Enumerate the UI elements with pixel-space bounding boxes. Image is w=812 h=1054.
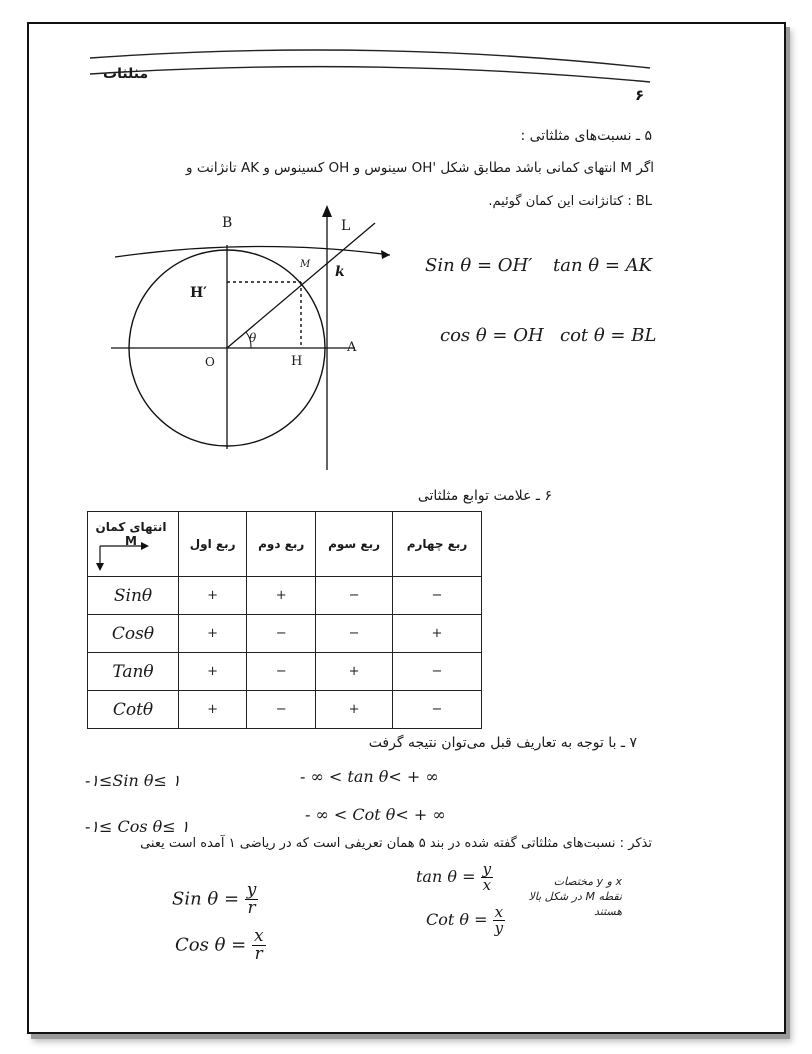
note-tan-formula <box>416 862 493 893</box>
table-row <box>88 653 482 691</box>
sign-cell: + <box>316 653 393 691</box>
func-sin: Sinθ <box>88 577 179 615</box>
sign-cell: + <box>179 577 247 615</box>
sign-cell: − <box>316 577 393 615</box>
func-cos: Cosθ <box>88 615 179 653</box>
ineq-cot: - ∞ < Cot θ< + ∞ <box>305 805 446 824</box>
ineq-cos: -۱≤ Cos θ≤ ۱ <box>85 817 190 836</box>
section5-line2: اگر M انتهای کمانی باشد مطابق شکل 'OH سینوس و OH کسینوس و AK تانژانت و <box>186 160 654 176</box>
section5-line3: BL : کتانژانت این کمان گوئیم. <box>488 194 652 209</box>
table-row <box>88 691 482 729</box>
label-theta: θ <box>249 331 257 345</box>
page-number: ۶ <box>635 86 645 104</box>
section5-title: ۵ ـ نسبت‌های مثلثاتی : <box>520 128 652 144</box>
label-H: H <box>291 354 303 369</box>
label-k: k <box>335 264 345 280</box>
formula-cos: cos θ = OH <box>440 325 544 346</box>
col-q4: ربع چهارم <box>392 512 481 577</box>
section6-title: ۶ ـ علامت توابع مثلثاتی <box>417 488 552 504</box>
corner-label: انتهای کمان M <box>95 520 167 548</box>
label-B: B <box>222 215 233 231</box>
note-sin-num: y <box>246 880 257 900</box>
formula-tan: tan θ = AK <box>553 255 653 276</box>
sign-table <box>87 511 482 729</box>
handwritten-note <box>528 875 622 920</box>
handwritten-line: x و y مختصات <box>553 875 622 888</box>
label-M: M <box>300 259 311 270</box>
note-cos-num: x <box>253 926 264 946</box>
note-cos-frac <box>252 928 266 963</box>
sign-cell: + <box>392 615 481 653</box>
func-cot: Cotθ <box>88 691 179 729</box>
sign-table-header <box>88 512 482 577</box>
handwritten-line: نقطه M در شکل بالا <box>528 889 622 903</box>
sign-cell: − <box>247 691 316 729</box>
note-sin-lhs: Sin θ = <box>172 888 240 910</box>
note-cot-num: x <box>494 903 504 921</box>
note-sin-formula <box>172 882 258 917</box>
note-sin-frac <box>245 882 259 917</box>
note-cot-frac <box>493 905 505 936</box>
corner-cell <box>88 512 179 577</box>
formula-cot: cot θ = BL <box>560 325 657 346</box>
label-H-prime: H′ <box>190 285 207 301</box>
sign-cell: − <box>392 577 481 615</box>
note-tan-num: y <box>482 860 492 878</box>
sign-cell: + <box>179 691 247 729</box>
sign-cell: − <box>392 653 481 691</box>
sign-cell: + <box>179 615 247 653</box>
note-cot-lhs: Cot θ = <box>426 910 488 929</box>
note-cot-formula <box>426 905 505 936</box>
note-sin-den: r <box>247 898 256 918</box>
note-cos-lhs: Cos θ = <box>175 934 247 956</box>
section7-title: ۷ ـ با توجه به تعاریف قبل می‌توان نتیجه گرفت <box>368 735 637 751</box>
note-cos-formula <box>175 928 266 963</box>
note-tan-den: x <box>482 876 492 894</box>
handwritten-line: هستند <box>593 904 622 918</box>
label-A: A <box>347 340 357 355</box>
sign-cell: − <box>247 615 316 653</box>
note-cos-den: r <box>254 944 263 964</box>
note-tan-lhs: tan θ = <box>416 867 476 886</box>
sign-cell: + <box>247 577 316 615</box>
table-row <box>88 577 482 615</box>
label-O: O <box>205 355 215 369</box>
col-q1: ربع اول <box>179 512 247 577</box>
note-cot-den: y <box>494 919 504 937</box>
sign-cell: + <box>316 691 393 729</box>
ineq-tan: - ∞ < tan θ< + ∞ <box>300 767 439 786</box>
header-curves <box>90 30 660 90</box>
col-q3: ربع سوم <box>316 512 393 577</box>
sign-cell: − <box>247 653 316 691</box>
ineq-sin: -۱≤Sin θ≤ ۱ <box>85 771 181 790</box>
note-text: تذکر : نسبت‌های مثلثاتی گفته شده در بند ۵ همان تعریفی است که در ریاضی ۱ آمده است یعنی <box>140 836 652 851</box>
corner-arrows <box>94 542 154 572</box>
label-L: L <box>341 218 351 234</box>
formula-sin: Sin θ = OH′ <box>425 255 533 276</box>
note-tan-frac <box>481 862 493 893</box>
table-row <box>88 615 482 653</box>
sign-cell: + <box>179 653 247 691</box>
chapter-title: مثلثات <box>103 66 149 82</box>
sign-cell: − <box>316 615 393 653</box>
sign-cell: − <box>392 691 481 729</box>
col-q2: ربع دوم <box>247 512 316 577</box>
func-tan: Tanθ <box>88 653 179 691</box>
